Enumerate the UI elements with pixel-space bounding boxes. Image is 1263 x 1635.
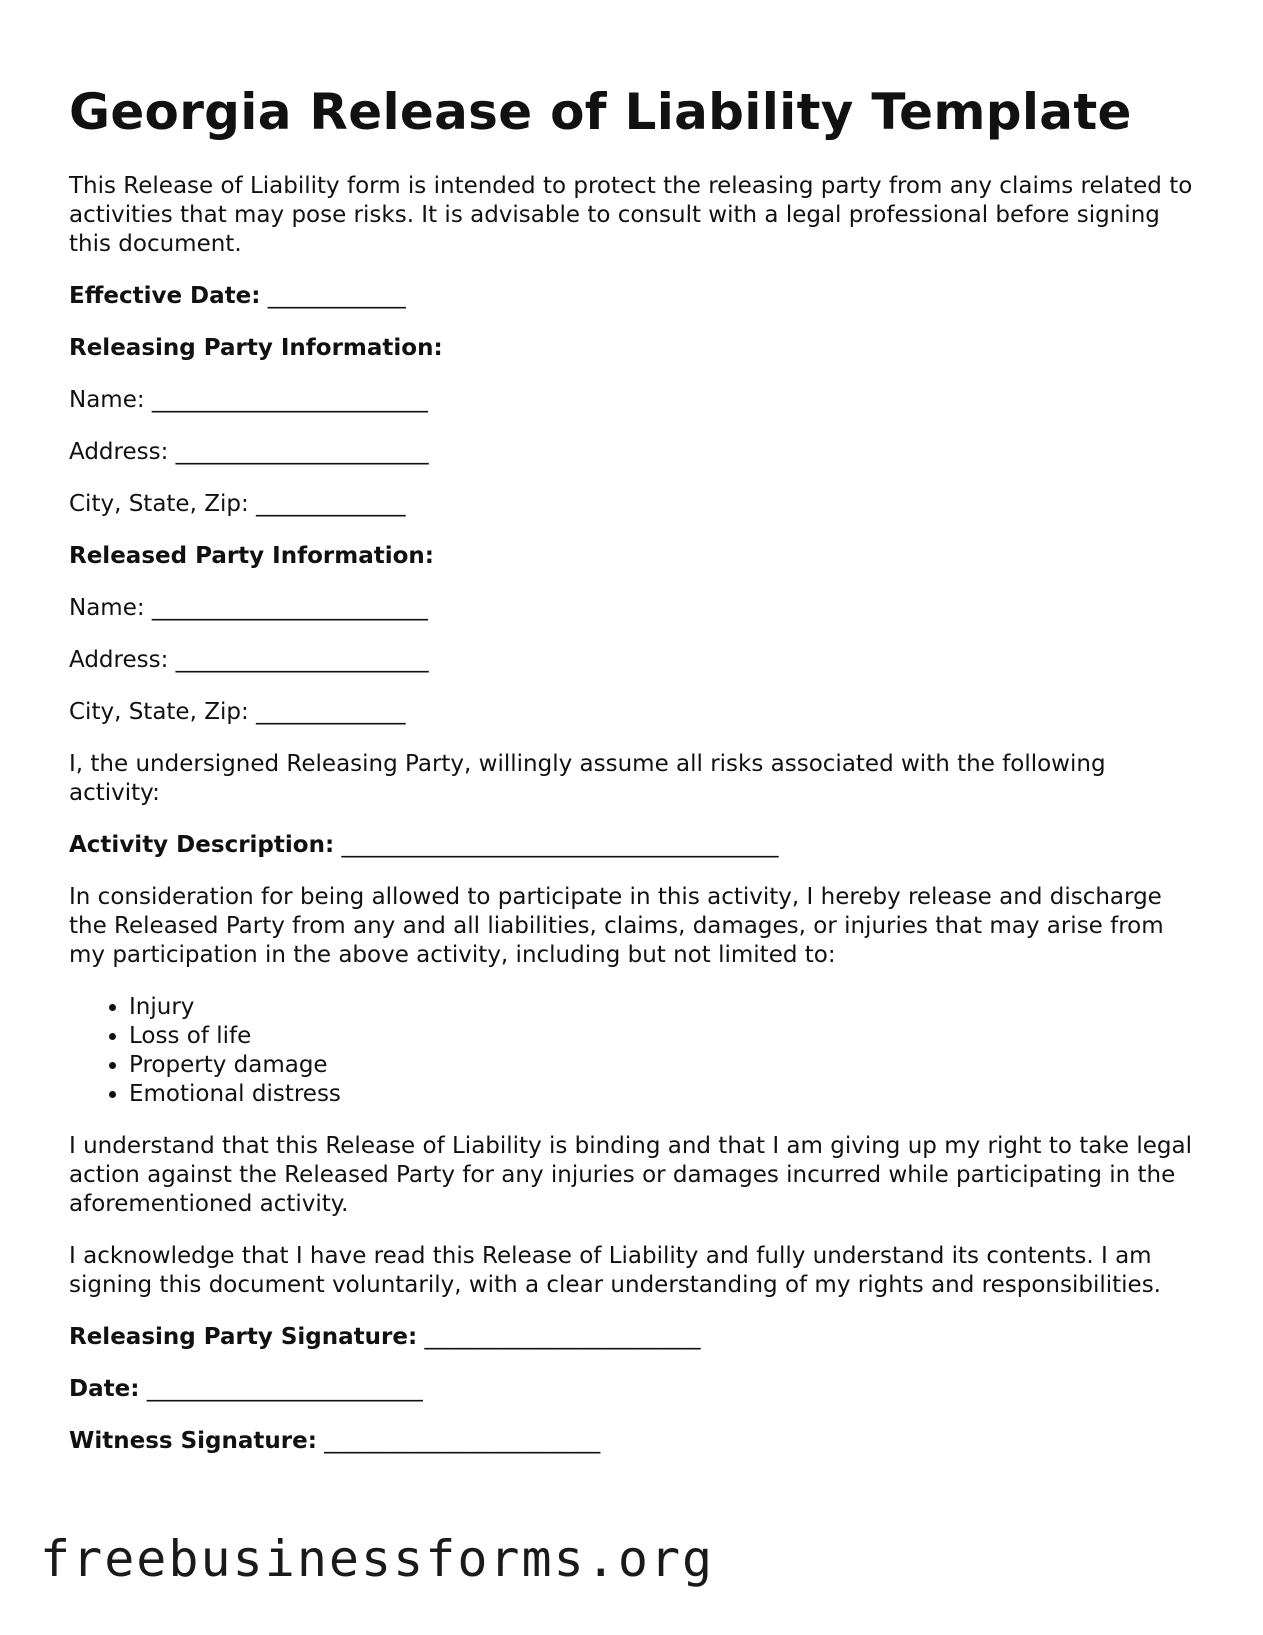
document-page <box>69 82 1199 1479</box>
releasing-signature-label: Releasing Party Signature: <box>69 1324 418 1350</box>
releasing-name-label: Name: <box>69 387 145 413</box>
assume-risks-paragraph: I, the undersigned Releasing Party, willingly assume all risks associated with the following activity: <box>69 751 1106 806</box>
document-title: Georgia Release of Liability Template <box>69 83 1132 141</box>
list-item: • Property damage <box>129 1051 1199 1080</box>
released-address-blank: ______________________ <box>175 647 429 673</box>
releasing-name-blank: ________________________ <box>151 387 428 413</box>
watermark: freebusinessforms.org <box>40 1530 715 1588</box>
releasing-name-field <box>69 386 1199 415</box>
date-blank: ________________________ <box>146 1376 423 1402</box>
consideration-paragraph: In consideration for being allowed to participate in this activity, I hereby release and discharge the Released Party from any and all liabilities, claims, damages, or injuries that may arise from my participation in the above activity, including but not limited to: <box>69 884 1164 968</box>
activity-description-blank: ______________________________________ <box>341 832 779 858</box>
releasing-city-state-zip-blank: _____________ <box>256 491 406 517</box>
date-label: Date: <box>69 1376 140 1402</box>
intro-paragraph: This Release of Liability form is intended to protect the releasing party from any claims related to activities that may pose risks. It is advisable to consult with a legal professional before signing this document. <box>69 173 1193 257</box>
releasing-signature-field <box>69 1323 1199 1352</box>
witness-signature-field <box>69 1427 1199 1456</box>
releasing-signature-blank: ________________________ <box>424 1324 701 1350</box>
releasing-city-state-zip-label: City, State, Zip: <box>69 491 249 517</box>
witness-signature-label: Witness Signature: <box>69 1428 317 1454</box>
releasing-address-field <box>69 438 1199 467</box>
activity-description-field <box>69 831 1199 860</box>
releasing-party-heading: Releasing Party Information: <box>69 335 443 361</box>
date-field <box>69 1375 1199 1404</box>
released-name-blank: ________________________ <box>151 595 428 621</box>
risk-list <box>69 993 1199 1109</box>
released-address-field <box>69 646 1199 675</box>
list-item: • Emotional distress <box>129 1080 1199 1109</box>
released-name-field <box>69 594 1199 623</box>
understand-paragraph: I understand that this Release of Liability is binding and that I am giving up my right to take legal action against the Released Party for any injuries or damages incurred while participating in the aforementioned activity. <box>69 1133 1192 1217</box>
effective-date-blank: ____________ <box>267 283 406 309</box>
releasing-address-blank: ______________________ <box>175 439 429 465</box>
witness-signature-blank: ________________________ <box>324 1428 601 1454</box>
effective-date-field <box>69 282 1199 311</box>
released-name-label: Name: <box>69 595 145 621</box>
acknowledge-paragraph: I acknowledge that I have read this Release of Liability and fully understand its contents. I am signing this document voluntarily, with a clear understanding of my rights and responsibilities. <box>69 1243 1161 1298</box>
released-party-heading: Released Party Information: <box>69 543 434 569</box>
released-city-state-zip-blank: _____________ <box>256 699 406 725</box>
released-address-label: Address: <box>69 647 169 673</box>
effective-date-label: Effective Date: <box>69 283 261 309</box>
releasing-address-label: Address: <box>69 439 169 465</box>
releasing-city-state-zip-field <box>69 490 1199 519</box>
list-item: • Loss of life <box>129 1022 1199 1051</box>
released-city-state-zip-label: City, State, Zip: <box>69 699 249 725</box>
released-city-state-zip-field <box>69 698 1199 727</box>
list-item: • Injury <box>129 993 1199 1022</box>
activity-description-label: Activity Description: <box>69 832 335 858</box>
